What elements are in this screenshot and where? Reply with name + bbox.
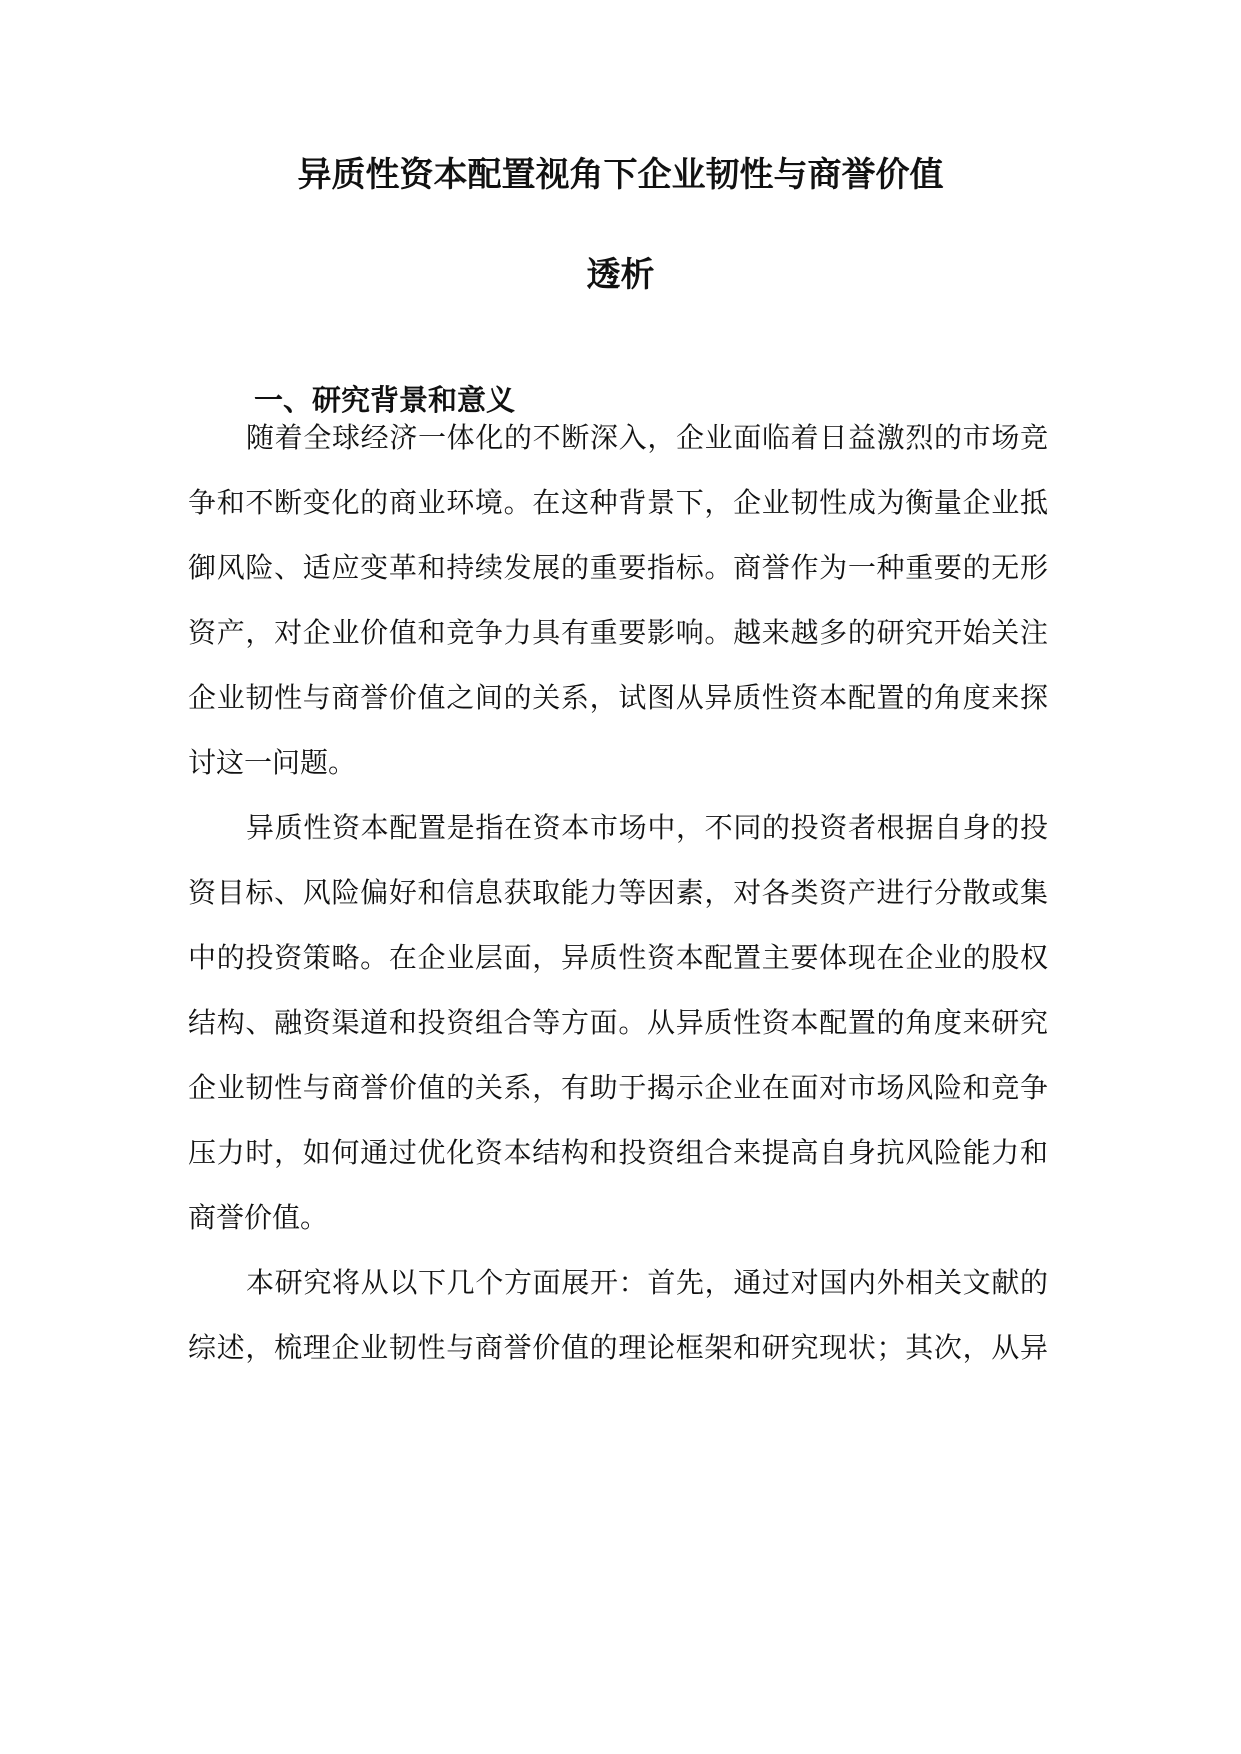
paragraph-line: 企业韧性与商誉价值的关系，有助于揭示企业在面对市场风险和竞争 — [188, 1071, 1048, 1104]
paragraph-line: 争和不断变化的商业环境。在这种背景下，企业韧性成为衡量企业抵 — [188, 486, 1048, 519]
paragraph-line: 资目标、风险偏好和信息获取能力等因素，对各类资产进行分散或集 — [188, 876, 1048, 909]
paragraph-line: 讨这一问题。 — [188, 746, 357, 779]
section-heading: 一、研究背景和意义 — [254, 383, 516, 417]
paragraph-line: 商誉价值。 — [188, 1201, 329, 1234]
paragraph-line: 随着全球经济一体化的不断深入，企业面临着日益激烈的市场竞 — [246, 421, 1048, 454]
paragraph-line: 中的投资策略。在企业层面，异质性资本配置主要体现在企业的股权 — [188, 941, 1048, 974]
document-title-line-1: 异质性资本配置视角下企业韧性与商誉价值 — [297, 155, 944, 195]
paragraph-line: 企业韧性与商誉价值之间的关系，试图从异质性资本配置的角度来探 — [188, 681, 1048, 714]
paragraph-line: 本研究将从以下几个方面展开：首先，通过对国内外相关文献的 — [246, 1266, 1048, 1299]
paragraph-line: 资产，对企业价值和竞争力具有重要影响。越来越多的研究开始关注 — [188, 616, 1048, 649]
paragraph-line: 结构、融资渠道和投资组合等方面。从异质性资本配置的角度来研究 — [188, 1006, 1048, 1039]
paragraph-line: 综述，梳理企业韧性与商誉价值的理论框架和研究现状；其次，从异 — [188, 1331, 1048, 1364]
document-title-line-2: 透析 — [586, 255, 655, 295]
paragraph-line: 御风险、适应变革和持续发展的重要指标。商誉作为一种重要的无形 — [188, 551, 1048, 584]
paragraph-line: 异质性资本配置是指在资本市场中，不同的投资者根据自身的投 — [246, 811, 1048, 844]
paragraph-line: 压力时，如何通过优化资本结构和投资组合来提高自身抗风险能力和 — [188, 1136, 1048, 1169]
